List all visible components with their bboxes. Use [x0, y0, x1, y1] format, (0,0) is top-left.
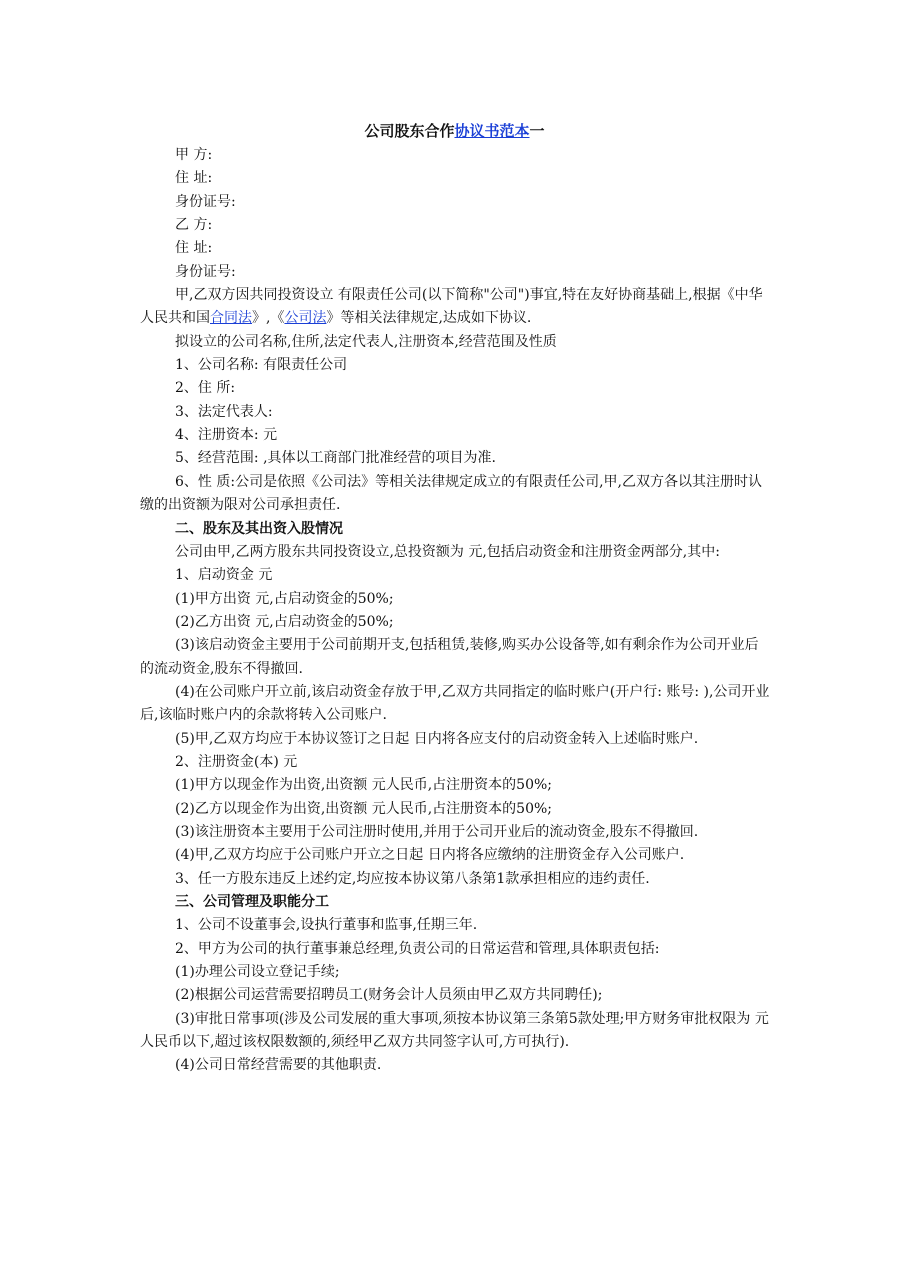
sec2-line: (3)该注册资本主要用于公司注册时使用,并用于公司开业后的流动资金,股东不得撤回.	[175, 823, 699, 840]
sec1-line: 2、住 所:	[175, 380, 236, 397]
sec3-line: (3)审批日常事项(涉及公司发展的重大事项,须按本协议第三条第5款处理;甲方财务审批权限为 元人民币以下,超过该权限数额的,须经甲乙双方共同签字认可,方可执行).	[140, 1010, 769, 1051]
sec2-line: 3、任一方股东违反上述约定,均应按本协议第八条第1款承担相应的违约责任.	[175, 870, 650, 887]
sec2-line: (4)在公司账户开立前,该启动资金存放于甲,乙双方共同指定的临时账户(开户行: 账号: ),公司开业后,该临时账户内的余款将转入公司账户.	[140, 683, 770, 724]
sec1-line: 5、经营范围: ,具体以工商部门批准经营的项目为准.	[175, 450, 496, 467]
section-heading-3: 三、公司管理及职能分工	[175, 894, 329, 910]
sec2-line: 1、启动资金 元	[175, 567, 273, 584]
sec2-line: (2)乙方出资 元,占启动资金的50%;	[175, 613, 394, 630]
sec2-line: (3)该启动资金主要用于公司前期开支,包括租赁,装修,购买办公设备等,如有剩余作为公司开业后的流动资金,股东不得撤回.	[140, 637, 759, 677]
party-b-id-field: 身份证号:	[175, 263, 236, 280]
sec2-line: 2、注册资金(本) 元	[175, 753, 298, 770]
party-b-field: 乙 方:	[175, 217, 213, 234]
intro-text-2: 》,《	[252, 310, 285, 327]
sec1-line: 4、注册资本: 元	[175, 427, 278, 444]
party-a-id-field: 身份证号:	[175, 193, 236, 210]
document-body	[140, 144, 770, 1078]
sec1-line: 1、公司名称: 有限责任公司	[175, 357, 348, 374]
intro-paragraph	[140, 284, 770, 331]
company-law-link[interactable]: 公司法	[284, 310, 327, 327]
sec2-line: (1)甲方出资 元,占启动资金的50%;	[175, 590, 394, 607]
intro-text-3: 》等相关法律规定,达成如下协议.	[326, 310, 532, 327]
contract-law-link[interactable]: 合同法	[210, 310, 252, 327]
sec2-line: (5)甲,乙双方均应于本协议签订之日起 日内将各应支付的启动资金转入上述临时账户.	[175, 730, 699, 747]
sec1-line: 6、性 质:公司是依照《公司法》等相关法律规定成立的有限责任公司,甲,乙双方各以其注册时认缴的出资额为限对公司承担责任.	[140, 473, 762, 514]
sec3-line: (2)根据公司运营需要招聘员工(财务会计人员须由甲乙双方共同聘任);	[175, 987, 603, 1004]
document-title	[0, 120, 909, 142]
title-link[interactable]: 协议书范本	[454, 122, 530, 140]
sec2-line: (4)甲,乙双方均应于公司账户开立之日起 日内将各应缴纳的注册资金存入公司账户.	[175, 847, 685, 864]
title-prefix: 公司股东合作	[364, 122, 455, 140]
sec3-line: (4)公司日常经营需要的其他职责.	[175, 1057, 382, 1074]
title-suffix: 一	[529, 122, 545, 140]
intro-text-1: 甲,乙双方因共同投资设立 有限责任公司(以下简称"公司")事宜,特在友好协商基础上,根据《中华人民共和国	[140, 287, 763, 327]
sec3-line: 2、甲方为公司的执行董事兼总经理,负责公司的日常运营和管理,具体职责包括:	[175, 940, 660, 957]
sec3-line: 1、公司不设董事会,设执行董事和监事,任期三年.	[175, 917, 478, 934]
section-heading-2: 二、股东及其出资入股情况	[175, 520, 343, 537]
sec2-line: 公司由甲,乙两方股东共同投资设立,总投资额为 元,包括启动资金和注册资金两部分,其中:	[175, 543, 720, 560]
sec3-line: (1)办理公司设立登记手续;	[175, 964, 340, 981]
sec1-line: 3、法定代表人:	[175, 403, 273, 420]
party-b-address-field: 住 址:	[175, 240, 213, 257]
sec1-line: 拟设立的公司名称,住所,法定代表人,注册资本,经营范围及性质	[175, 333, 557, 350]
sec2-line: (2)乙方以现金作为出资,出资额 元人民币,占注册资本的50%;	[175, 800, 553, 817]
sec2-line: (1)甲方以现金作为出资,出资额 元人民币,占注册资本的50%;	[175, 777, 553, 794]
party-a-field: 甲 方:	[175, 147, 213, 163]
party-a-address-field: 住 址:	[175, 170, 213, 187]
